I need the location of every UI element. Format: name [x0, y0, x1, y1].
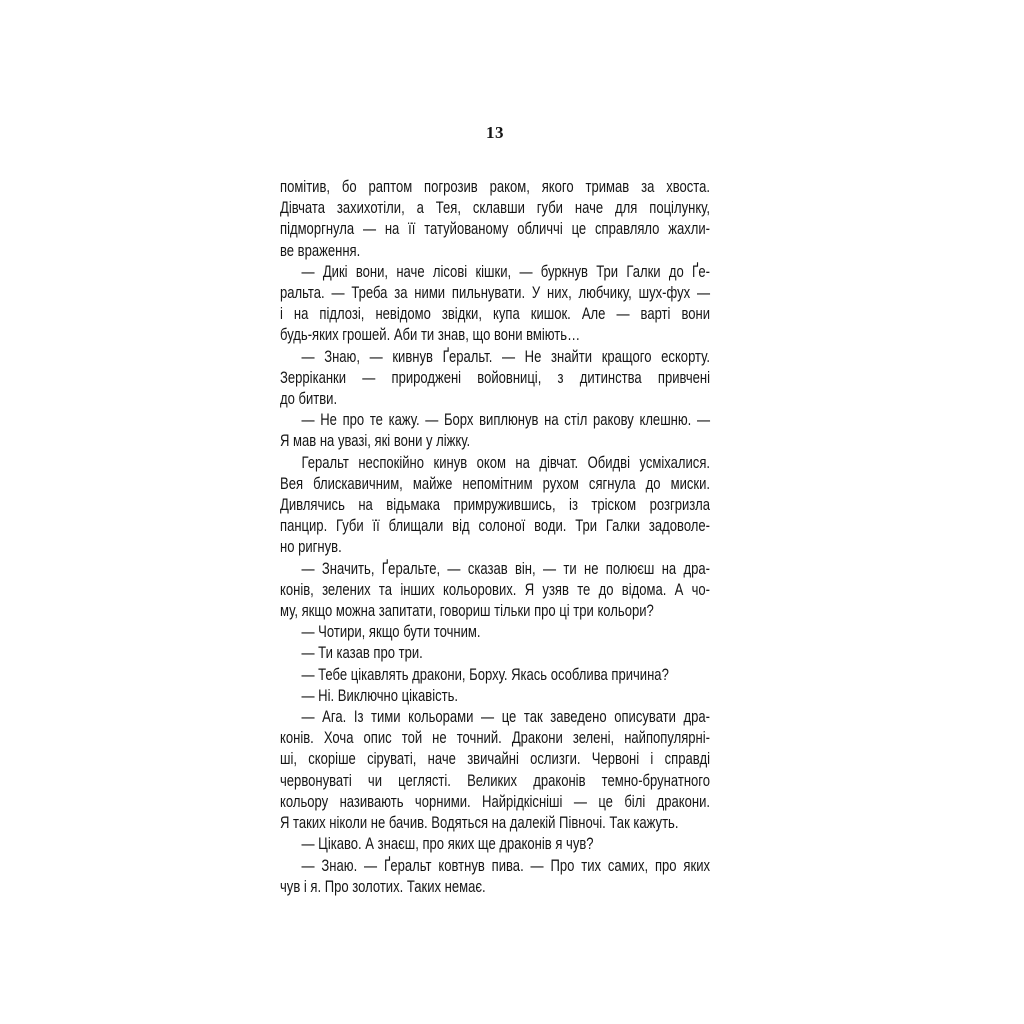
text-line: — Чотири, якщо бути точним.: [301, 622, 481, 642]
text-line: ші, скоріше сіруваті, наче звичайні ослизги. Червоні і справді: [280, 749, 711, 769]
text-line: Я мав на увазі, які вони у ліжку.: [280, 431, 471, 451]
paragraph: [280, 176, 710, 261]
text-line: — Не про те кажу. — Борх виплюнув на стіл ракову клешню. —: [301, 410, 711, 430]
paragraph: [280, 452, 710, 558]
paragraph: [280, 685, 710, 706]
paragraph: [280, 346, 710, 410]
paragraph: [280, 706, 710, 833]
text-line: — Значить, Ґеральте, — сказав він, — ти не полюєш на дра-: [301, 558, 711, 578]
text-line: — Ти казав про три.: [301, 643, 423, 663]
text-line: Дивлячись на відьмака примружившись, із тріском розгризла: [280, 495, 711, 515]
text-line: му, якщо можна запитати, говориш тільки про ці три кольори?: [280, 601, 654, 621]
text-line: ве враження.: [280, 240, 361, 260]
text-line: червонуваті чи цеглясті. Великих драконів темно-брунатного: [280, 770, 711, 790]
text-line: чув і я. Про золотих. Таких немає.: [280, 876, 486, 896]
text-line: Дівчата захихотіли, а Тея, склавши губи наче для поцілунку,: [280, 198, 711, 218]
text-line: — Знаю, — кивнув Ґеральт. — Не знайти кращого ескорту.: [301, 346, 711, 366]
paragraph: [280, 558, 710, 622]
page-number: 13: [486, 123, 504, 142]
paragraph: [280, 409, 710, 451]
text-line: — Ага. Із тими кольорами — це так заведено описувати дра-: [301, 707, 711, 727]
text-line: — Тебе цікавлять дракони, Борху. Якась особлива причина?: [301, 664, 669, 684]
text-line: — Знаю. — Ґеральт ковтнув пива. — Про тих самих, про яких: [301, 855, 711, 875]
text-block: [280, 176, 710, 897]
text-line: конів. Хоча опис той не точний. Дракони зелені, найпопулярні-: [280, 728, 711, 748]
text-line: Геральт неспокійно кинув оком на дівчат. Обидві усміхалися.: [301, 452, 711, 472]
text-line: — Цікаво. А знаєш, про яких ще драконів я чув?: [301, 834, 594, 854]
paragraph: [280, 642, 710, 663]
text-line: Я таких ніколи не бачив. Водяться на далекій Півночі. Так кажуть.: [280, 813, 679, 833]
text-line: Зерріканки — природжені войовниці, з дитинства привчені: [280, 367, 711, 387]
text-line: — Ні. Виключно цікавість.: [301, 685, 459, 705]
text-line: конів, зелених та інших кольорових. Я узяв те до відома. А чо-: [280, 579, 711, 599]
text-line: помітив, бо раптом погрозив раком, якого тримав за хвоста.: [280, 177, 711, 196]
paragraph: [280, 664, 710, 685]
text-line: Вея блискавичним, майже непомітним рухом сягнула до миски.: [280, 473, 711, 493]
paragraph: [280, 621, 710, 642]
text-line: кольору називають чорними. Найрідкісніші — це білі дракони.: [280, 791, 711, 811]
text-line: до битви.: [280, 389, 338, 409]
paragraph: [280, 261, 710, 346]
text-line: будь-яких грошей. Аби ти знав, що вони вміють…: [280, 325, 581, 345]
paragraph: [280, 833, 710, 854]
paragraph: [280, 855, 710, 897]
text-line: ральта. — Треба за ними пильнувати. У них, любчику, шух-фух —: [280, 283, 711, 303]
text-line: но ригнув.: [280, 537, 342, 557]
text-line: і на підлозі, невідомо звідки, купа кишок. Але — варті вони: [280, 304, 711, 324]
text-line: підморгнула — на її татуйованому обличчі це справляло жахли-: [280, 219, 711, 239]
text-line: панцир. Губи її блищали від солоної води. Три Галки задоволе-: [280, 516, 711, 536]
text-line: — Дикі вони, наче лісові кішки, — буркнув Три Галки до Ґе-: [301, 261, 711, 281]
